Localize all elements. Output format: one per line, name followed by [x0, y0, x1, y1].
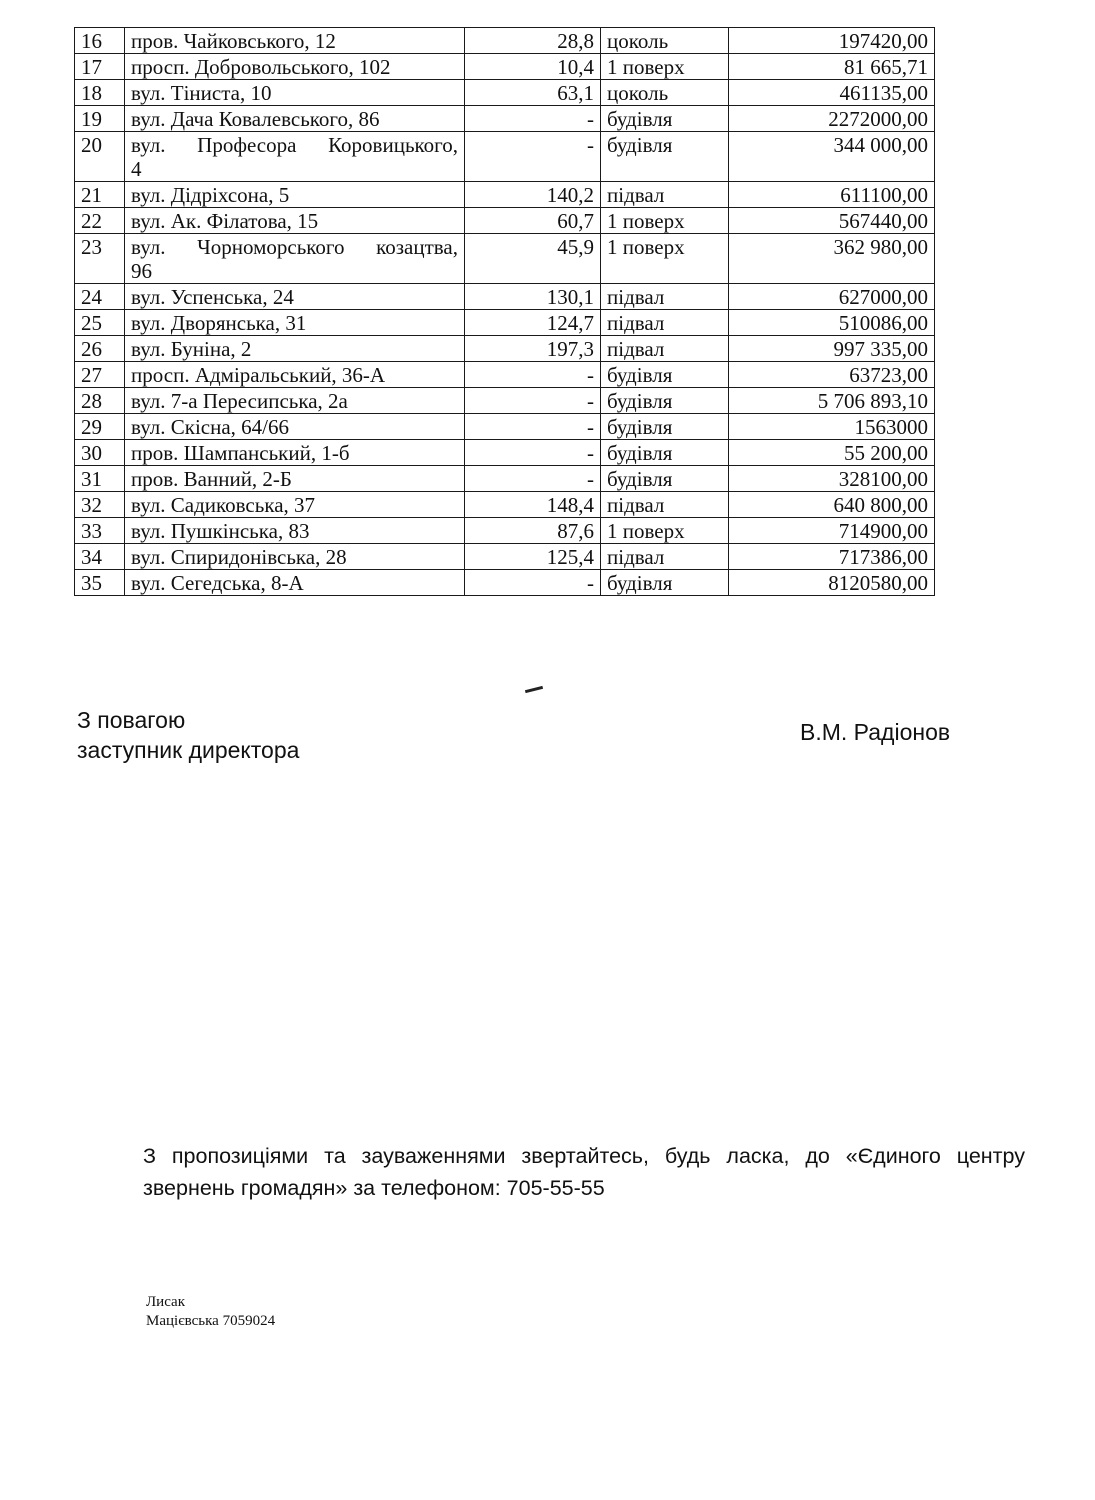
address-cell: вул. Садиковська, 37 — [125, 492, 465, 518]
table-row — [75, 106, 935, 132]
table-row — [75, 362, 935, 388]
floor-cell: будівля — [601, 466, 729, 492]
closing-text: З повагою — [77, 707, 186, 733]
row-number-cell: 27 — [75, 362, 125, 388]
floor-cell: 1 поверх — [601, 208, 729, 234]
address-cell — [125, 132, 465, 182]
row-number-cell: 23 — [75, 234, 125, 284]
address-line-tail: 96 — [131, 259, 152, 283]
area-cell: 60,7 — [465, 208, 601, 234]
floor-cell: 1 поверх — [601, 54, 729, 80]
address-cell: просп. Адміральський, 36-А — [125, 362, 465, 388]
address-line-tail: 4 — [131, 157, 142, 181]
row-number-cell: 26 — [75, 336, 125, 362]
row-number-cell: 17 — [75, 54, 125, 80]
address-line: вул. Професора Коровицького, — [131, 133, 458, 157]
row-number-cell: 31 — [75, 466, 125, 492]
floor-cell: будівля — [601, 570, 729, 596]
address-cell: вул. Тіниста, 10 — [125, 80, 465, 106]
area-cell: - — [465, 106, 601, 132]
area-cell: 10,4 — [465, 54, 601, 80]
price-cell: 5 706 893,10 — [729, 388, 935, 414]
price-cell: 1563000 — [729, 414, 935, 440]
table-row — [75, 570, 935, 596]
floor-cell: підвал — [601, 492, 729, 518]
price-cell: 81 665,71 — [729, 54, 935, 80]
address-cell: вул. Дворянська, 31 — [125, 310, 465, 336]
area-cell: 87,6 — [465, 518, 601, 544]
price-cell: 567440,00 — [729, 208, 935, 234]
row-number-cell: 24 — [75, 284, 125, 310]
table-row — [75, 518, 935, 544]
address-cell: просп. Добровольського, 102 — [125, 54, 465, 80]
floor-cell: підвал — [601, 182, 729, 208]
area-cell: - — [465, 362, 601, 388]
executors-block — [146, 1293, 275, 1331]
floor-cell: цоколь — [601, 28, 729, 54]
area-cell: 140,2 — [465, 182, 601, 208]
table-row — [75, 234, 935, 284]
table-row — [75, 208, 935, 234]
address-cell: вул. Буніна, 2 — [125, 336, 465, 362]
area-cell: - — [465, 388, 601, 414]
property-table-body — [75, 28, 935, 596]
row-number-cell: 20 — [75, 132, 125, 182]
area-cell: 63,1 — [465, 80, 601, 106]
floor-cell: підвал — [601, 544, 729, 570]
address-cell: вул. Ак. Філатова, 15 — [125, 208, 465, 234]
table-row — [75, 492, 935, 518]
row-number-cell: 21 — [75, 182, 125, 208]
address-cell: вул. Дідріхсона, 5 — [125, 182, 465, 208]
signer-position: заступник директора — [77, 737, 300, 763]
price-cell: 627000,00 — [729, 284, 935, 310]
table-row — [75, 80, 935, 106]
row-number-cell: 22 — [75, 208, 125, 234]
area-cell: - — [465, 466, 601, 492]
price-cell: 510086,00 — [729, 310, 935, 336]
floor-cell: будівля — [601, 414, 729, 440]
price-cell: 640 800,00 — [729, 492, 935, 518]
executor-line-1: Лисак — [146, 1294, 185, 1310]
area-cell: - — [465, 570, 601, 596]
row-number-cell: 25 — [75, 310, 125, 336]
table-row — [75, 28, 935, 54]
table-row — [75, 132, 935, 182]
row-number-cell: 19 — [75, 106, 125, 132]
row-number-cell: 30 — [75, 440, 125, 466]
address-cell: пров. Шампанський, 1-б — [125, 440, 465, 466]
price-cell: 997 335,00 — [729, 336, 935, 362]
floor-cell: підвал — [601, 310, 729, 336]
area-cell: 130,1 — [465, 284, 601, 310]
price-cell: 8120580,00 — [729, 570, 935, 596]
address-cell: вул. Спиридонівська, 28 — [125, 544, 465, 570]
row-number-cell: 35 — [75, 570, 125, 596]
price-cell: 362 980,00 — [729, 234, 935, 284]
price-cell: 55 200,00 — [729, 440, 935, 466]
row-number-cell: 18 — [75, 80, 125, 106]
row-number-cell: 33 — [75, 518, 125, 544]
row-number-cell: 29 — [75, 414, 125, 440]
floor-cell: цоколь — [601, 80, 729, 106]
executor-line-2: Мацієвська 7059024 — [146, 1313, 276, 1329]
table-row — [75, 54, 935, 80]
area-cell: 125,4 — [465, 544, 601, 570]
signer-name: В.М. Радіонов — [800, 719, 951, 745]
row-number-cell: 32 — [75, 492, 125, 518]
area-cell: 28,8 — [465, 28, 601, 54]
floor-cell: підвал — [601, 284, 729, 310]
floor-cell: будівля — [601, 362, 729, 388]
price-cell: 717386,00 — [729, 544, 935, 570]
address-cell: вул. Сегедська, 8-А — [125, 570, 465, 596]
table-row — [75, 466, 935, 492]
price-cell: 2272000,00 — [729, 106, 935, 132]
table-row — [75, 336, 935, 362]
floor-cell: будівля — [601, 440, 729, 466]
area-cell: 148,4 — [465, 492, 601, 518]
table-row — [75, 440, 935, 466]
address-cell: вул. Дача Ковалевського, 86 — [125, 106, 465, 132]
area-cell: - — [465, 414, 601, 440]
contact-note: З пропозиціями та зауваженнями звертайтесь, будь ласка, до «Єдиного центру звернень громадян» за телефоном: 705-55-55 — [143, 1144, 1025, 1200]
address-cell: вул. Пушкінська, 83 — [125, 518, 465, 544]
table-row — [75, 284, 935, 310]
table-row — [75, 414, 935, 440]
address-cell: вул. 7-а Пересипська, 2а — [125, 388, 465, 414]
row-number-cell: 16 — [75, 28, 125, 54]
address-cell: пров. Чайковського, 12 — [125, 28, 465, 54]
row-number-cell: 34 — [75, 544, 125, 570]
table-row — [75, 388, 935, 414]
floor-cell: будівля — [601, 132, 729, 182]
price-cell: 714900,00 — [729, 518, 935, 544]
price-cell: 63723,00 — [729, 362, 935, 388]
price-cell: 328100,00 — [729, 466, 935, 492]
address-cell — [125, 234, 465, 284]
floor-cell: будівля — [601, 106, 729, 132]
scan-mark — [525, 686, 543, 693]
property-table — [74, 27, 935, 596]
row-number-cell: 28 — [75, 388, 125, 414]
floor-cell: 1 поверх — [601, 234, 729, 284]
area-cell: 45,9 — [465, 234, 601, 284]
price-cell: 197420,00 — [729, 28, 935, 54]
address-cell: пров. Ванний, 2-Б — [125, 466, 465, 492]
floor-cell: будівля — [601, 388, 729, 414]
address-line: вул. Чорноморського козацтва, — [131, 235, 458, 259]
area-cell: - — [465, 440, 601, 466]
area-cell: 197,3 — [465, 336, 601, 362]
signature-block — [77, 705, 299, 765]
price-cell: 344 000,00 — [729, 132, 935, 182]
table-row — [75, 544, 935, 570]
floor-cell: 1 поверх — [601, 518, 729, 544]
address-cell: вул. Скісна, 64/66 — [125, 414, 465, 440]
price-cell: 461135,00 — [729, 80, 935, 106]
area-cell: - — [465, 132, 601, 182]
table-row — [75, 310, 935, 336]
area-cell: 124,7 — [465, 310, 601, 336]
table-row — [75, 182, 935, 208]
floor-cell: підвал — [601, 336, 729, 362]
price-cell: 611100,00 — [729, 182, 935, 208]
address-cell: вул. Успенська, 24 — [125, 284, 465, 310]
